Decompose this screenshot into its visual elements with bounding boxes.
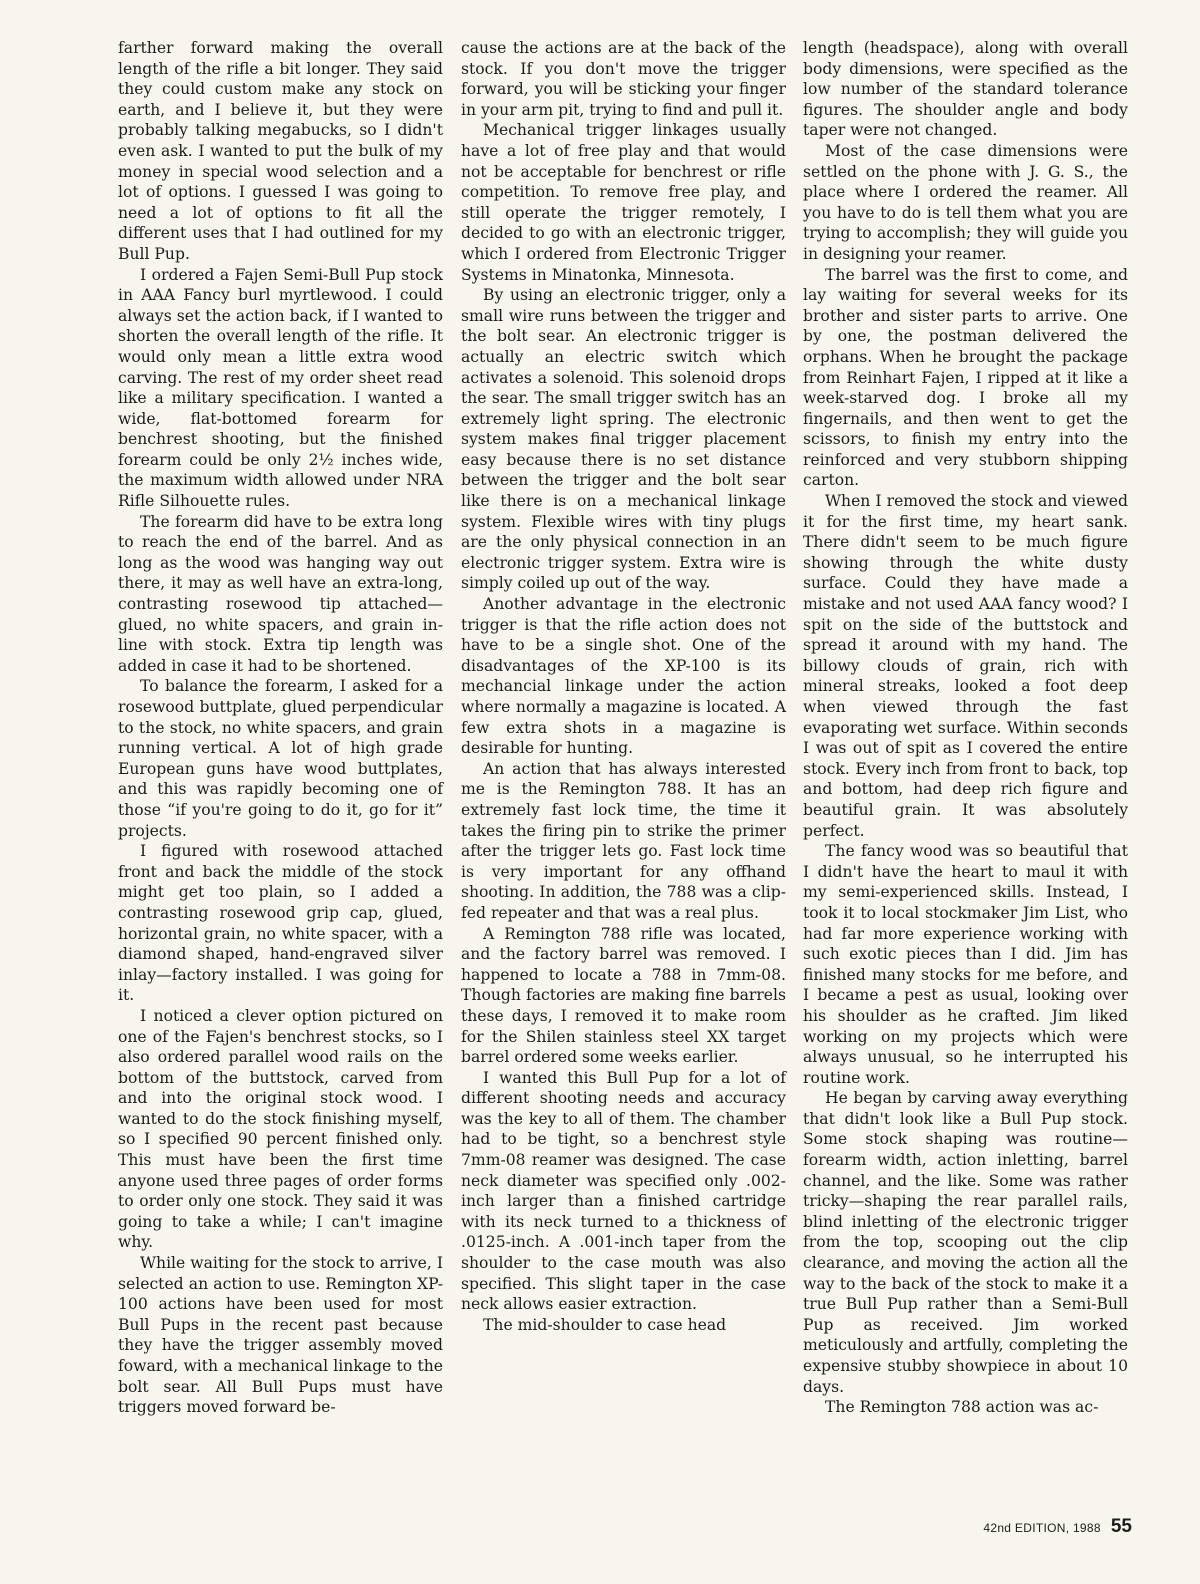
paragraph: I figured with rosewood attached front and back the middle of the stock might get too plain, so I added a contrasting rosewood grip cap, glued, horizontal grain, no white spacer, with a diamond shaped, hand-engraved silver inlay—factory installed. I was going for it. [118,842,443,1005]
page-number: 55 [1110,1516,1132,1537]
paragraph: The mid-shoulder to case head [483,1315,727,1334]
paragraph: Most of the case dimensions were settled on the phone with J. G. S., the place where I ordered the reamer. All you have to do is tell them what you are trying to accomplish; they will guide you in designing your reamer. [803,141,1128,263]
paragraph: While waiting for the stock to arrive, I selected an action to use. Remington XP-100 actions have been used for most Bull Pups in the recent past because they have the trigger assembly moved foward, with a mechanical linkage to the bolt sear. All Bull Pups must have triggers moved forward be- [118,1254,443,1417]
paragraph: To balance the forearm, I asked for a rosewood buttplate, glued perpendicular to the stock, no white spacers, and grain running vertical. A lot of high grade European guns have wood buttplates, and this was rapidly becoming one of those “if you're going to do it, go for it” projects. [118,677,443,840]
text-column-1 [118,38,443,1418]
paragraph: Mechanical trigger linkages usually have a lot of free play and that would not be acceptable for benchrest or rifle competition. To remove free play, and still operate the trigger remotely, I decided to go with an electronic trigger, which I ordered from Electronic Trigger Systems in Minatonka, Minnesota. [461,121,786,284]
text-column-3 [803,38,1128,1418]
paragraph: A Remington 788 rifle was located, and the factory barrel was removed. I happened to locate a 788 in 7mm-08. Though factories are making fine barrels these days, I removed it to make room for the Shilen stainless steel XX target barrel ordered some weeks earlier. [461,924,786,1067]
edition-label: 42nd EDITION, 1988 [983,1521,1101,1535]
page-footer [983,1516,1132,1538]
paragraph: When I removed the stock and viewed it for the first time, my heart sank. There didn't seem to be much figure showing through the white dusty surface. Could they have made a mistake and not used AAA fancy wood? I spit on the side of the buttstock and spread it around with my hand. The billowy clouds of grain, rich with mineral streaks, looked a foot deep when viewed through the fast evaporating wet surface. Within seconds I was out of spit as I covered the entire stock. Every inch from front to back, top and bottom, had deep rich figure and beautiful grain. It was absolutely perfect. [803,492,1128,840]
paragraph: An action that has always interested me is the Remington 788. It has an extremely fast lock time, the time it takes the firing pin to strike the primer after the trigger lets go. Fast lock time is very important for any offhand shooting. In addition, the 788 was a clip-fed repeater and that was a real plus. [461,759,786,922]
paragraph: Another advantage in the electronic trigger is that the rifle action does not have to be a single shot. One of the disadvantages of the XP-100 is its mechancial linkage under the action where normally a magazine is located. A few extra shots in a magazine is desirable for hunting. [461,595,786,758]
paragraph: By using an electronic trigger, only a small wire runs between the trigger and the bolt sear. An electronic trigger is actually an electric switch which activates a solenoid. This solenoid drops the sear. The small trigger switch has an extremely light spring. The electronic system makes final trigger placement easy because there is no set distance between the trigger and the bolt sear like there is on a mechanical linkage system. Flexible wires with tiny plugs are the only physical connection in an electronic trigger system. Extra wire is simply coiled up out of the way. [461,286,786,593]
paragraph: I noticed a clever option pictured on one of the Fajen's benchrest stocks, so I also ordered parallel wood rails on the bottom of the buttstock, carved from and into the original stock wood. I wanted to do the stock finishing myself, so I specified 90 percent finished only. This must have been the first time anyone used three pages of order forms to order only one stock. They said it was going to take a while; I can't imagine why. [118,1006,443,1252]
paragraph: length (headspace), along with overall body dimensions, were specified as the low number of the standard tolerance figures. The shoulder angle and body taper were not changed. [803,39,1128,140]
paragraph: The fancy wood was so beautiful that I didn't have the heart to maul it with my semi-experienced skills. Instead, I took it to local stockmaker Jim List, who had far more experience working with such exotic pieces than I did. Jim has finished many stocks for me before, and I became a pest as usual, looking over his shoulder as he crafted. Jim liked working on my projects which were always unusual, so he interrupted his routine work. [803,842,1128,1087]
paragraph: farther forward making the overall length of the rifle a bit longer. They said they could custom make any stock on earth, and I believe it, but they were probably talking megabucks, so I didn't even ask. I wanted to put the bulk of my money in special wood selection and a lot of options. I guessed I was going to need a lot of options to fit all the different uses that I had outlined for my Bull Pup. [118,39,443,263]
paragraph: cause the actions are at the back of the stock. If you don't move the trigger forward, you will be sticking your finger in your arm pit, trying to find and pull it. [461,39,786,119]
paragraph: The forearm did have to be extra long to reach the end of the barrel. And as long as the wood was hanging way out there, it may as well have an extra-long, contrasting rosewood tip attached—glued, no white spacers, and grain in-line with stock. Extra tip length was added in case it had to be shortened. [118,512,443,675]
paragraph: The barrel was the first to come, and lay waiting for several weeks for its brother and sister parts to arrive. One by one, the postman delivered the orphans. When he brought the package from Reinhart Fajen, I ripped at it like a week-starved dog. I broke all my fingernails, and then went to get the scissors, to finish my entry into the reinforced and very stubborn shipping carton. [803,265,1128,490]
paragraph: The Remington 788 action was ac- [825,1398,1099,1417]
paragraph: He began by carving away everything that didn't look like a Bull Pup stock. Some stock shaping was routine—forearm width, action inletting, barrel channel, and the like. Some was rather tricky—shaping the rear parallel rails, blind inletting of the electronic trigger from the top, scooping out the clip clearance, and moving the action all the way to the back of the stock to make it a true Bull Pup rather than a Semi-Bull Pup as received. Jim worked meticulously and artfully, completing the expensive stubby showpiece in about 10 days. [803,1089,1128,1396]
paragraph: I wanted this Bull Pup for a lot of different shooting needs and accuracy was the key to all of them. The chamber had to be tight, so a benchrest style 7mm-08 reamer was designed. The case neck diameter was specified only .002-inch larger than a finished cartridge with its neck turned to a thickness of .0125-inch. A .001-inch taper from the shoulder to the case mouth was also specified. This slight taper in the case neck allows easier extraction. [461,1068,786,1314]
text-column-2 [461,38,786,1335]
paragraph: I ordered a Fajen Semi-Bull Pup stock in AAA Fancy burl myrtlewood. I could always set the action back, if I wanted to shorten the overall length of the rifle. It would only mean a little extra wood carving. The rest of my order sheet read like a military specification. I wanted a wide, flat-bottomed forearm for benchrest shooting, but the finished forearm could be only 2½ inches wide, the maximum width allowed under NRA Rifle Silhouette rules. [118,265,443,511]
